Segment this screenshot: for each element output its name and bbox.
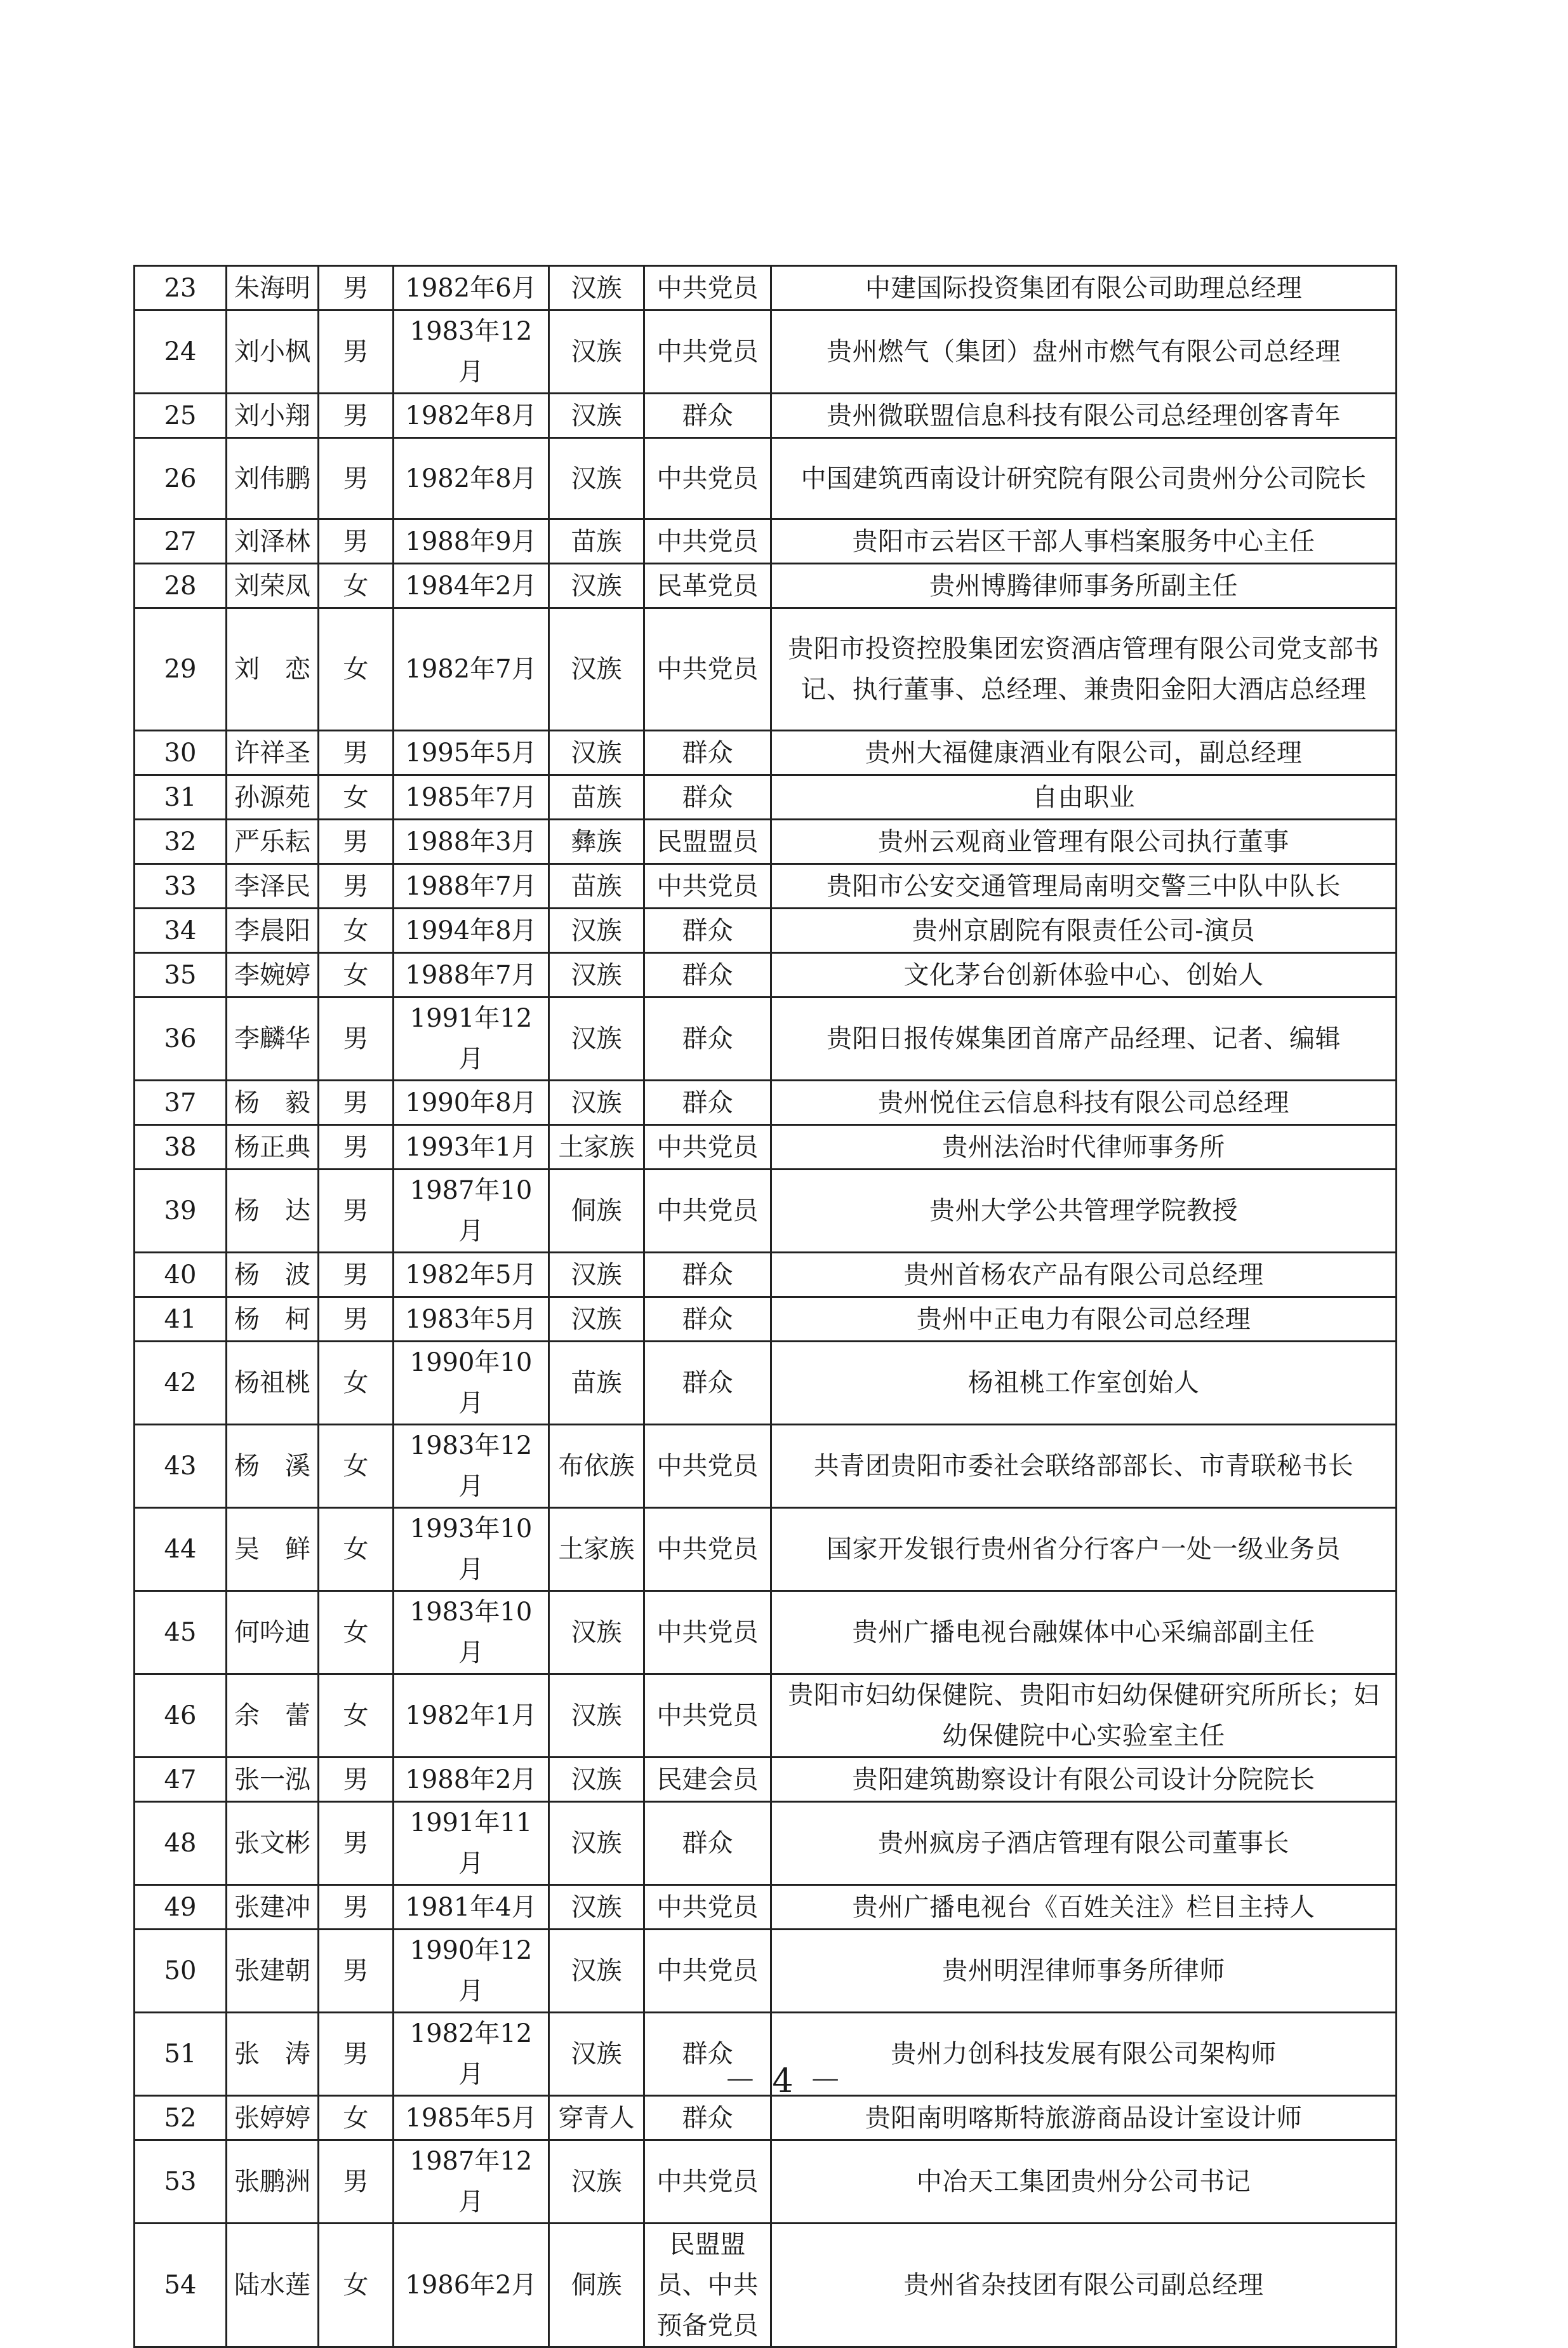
political-status-cell: 群众	[644, 2096, 771, 2140]
table-row	[135, 1758, 1397, 1802]
birth-date-cell: 1985年7月	[394, 775, 549, 820]
table-row	[135, 1253, 1397, 1297]
organization-position-cell: 共青团贵阳市委社会联络部部长、市青联秘书长	[771, 1425, 1397, 1508]
name-cell: 吴 鲜	[227, 1508, 319, 1591]
table-row	[135, 1674, 1397, 1758]
row-number-cell: 24	[135, 310, 227, 394]
political-status-cell: 群众	[644, 909, 771, 953]
ethnicity-cell: 汉族	[549, 2140, 644, 2224]
name-cell: 李麟华	[227, 997, 319, 1081]
name-cell: 张鹏洲	[227, 2140, 319, 2224]
ethnicity-cell: 汉族	[549, 1930, 644, 2013]
political-status-cell: 群众	[644, 1342, 771, 1425]
gender-cell: 男	[319, 1758, 394, 1802]
political-status-cell: 中共党员	[644, 608, 771, 731]
name-cell: 严乐耘	[227, 820, 319, 864]
row-number-cell: 53	[135, 2140, 227, 2224]
name-cell: 刘小翔	[227, 394, 319, 438]
table-row	[135, 608, 1397, 731]
ethnicity-cell: 布依族	[549, 1425, 644, 1508]
table-row	[135, 310, 1397, 394]
organization-position-cell: 国家开发银行贵州省分行客户一处一级业务员	[771, 1508, 1397, 1591]
birth-date-cell: 1988年9月	[394, 519, 549, 564]
birth-date-cell: 1994年8月	[394, 909, 549, 953]
organization-position-cell: 贵阳南明喀斯特旅游商品设计室设计师	[771, 2096, 1397, 2140]
ethnicity-cell: 汉族	[549, 266, 644, 310]
row-number-cell: 39	[135, 1170, 227, 1253]
row-number-cell: 45	[135, 1591, 227, 1674]
row-number-cell: 37	[135, 1081, 227, 1125]
name-cell: 余 蕾	[227, 1674, 319, 1758]
political-status-cell: 中共党员	[644, 1508, 771, 1591]
gender-cell: 女	[319, 1508, 394, 1591]
birth-date-cell: 1982年12月	[394, 2013, 549, 2096]
ethnicity-cell: 汉族	[549, 1253, 644, 1297]
gender-cell: 男	[319, 266, 394, 310]
gender-cell: 男	[319, 310, 394, 394]
political-status-cell: 民革党员	[644, 564, 771, 608]
row-number-cell: 54	[135, 2224, 227, 2347]
organization-position-cell: 贵阳市妇幼保健院、贵阳市妇幼保健研究所所长；妇幼保健院中心实验室主任	[771, 1674, 1397, 1758]
row-number-cell: 27	[135, 519, 227, 564]
organization-position-cell: 贵阳市云岩区干部人事档案服务中心主任	[771, 519, 1397, 564]
table-row	[135, 564, 1397, 608]
political-status-cell: 中共党员	[644, 1425, 771, 1508]
name-cell: 杨 波	[227, 1253, 319, 1297]
table-row	[135, 775, 1397, 820]
row-number-cell: 51	[135, 2013, 227, 2096]
gender-cell: 男	[319, 820, 394, 864]
organization-position-cell: 杨祖桃工作室创始人	[771, 1342, 1397, 1425]
political-status-cell: 中共党员	[644, 310, 771, 394]
political-status-cell: 群众	[644, 1253, 771, 1297]
table-row	[135, 731, 1397, 775]
gender-cell: 男	[319, 997, 394, 1081]
political-status-cell: 中共党员	[644, 1885, 771, 1930]
gender-cell: 女	[319, 1425, 394, 1508]
name-cell: 张文彬	[227, 1802, 319, 1885]
birth-date-cell: 1986年2月	[394, 2224, 549, 2347]
gender-cell: 女	[319, 775, 394, 820]
row-number-cell: 38	[135, 1125, 227, 1170]
row-number-cell: 43	[135, 1425, 227, 1508]
ethnicity-cell: 汉族	[549, 1674, 644, 1758]
ethnicity-cell: 侗族	[549, 2224, 644, 2347]
ethnicity-cell: 汉族	[549, 2013, 644, 2096]
organization-position-cell: 贵州悦住云信息科技有限公司总经理	[771, 1081, 1397, 1125]
political-status-cell: 中共党员	[644, 2140, 771, 2224]
name-cell: 张建朝	[227, 1930, 319, 2013]
political-status-cell: 中共党员	[644, 1170, 771, 1253]
organization-position-cell: 中国建筑西南设计研究院有限公司贵州分公司院长	[771, 438, 1397, 519]
name-cell: 刘小枫	[227, 310, 319, 394]
ethnicity-cell: 苗族	[549, 864, 644, 909]
gender-cell: 男	[319, 519, 394, 564]
political-status-cell: 群众	[644, 1081, 771, 1125]
organization-position-cell: 贵州云观商业管理有限公司执行董事	[771, 820, 1397, 864]
birth-date-cell: 1988年3月	[394, 820, 549, 864]
ethnicity-cell: 汉族	[549, 1591, 644, 1674]
table-row	[135, 864, 1397, 909]
political-status-cell: 群众	[644, 997, 771, 1081]
birth-date-cell: 1981年4月	[394, 1885, 549, 1930]
birth-date-cell: 1990年10月	[394, 1342, 549, 1425]
organization-position-cell: 贵阳市投资控股集团宏资酒店管理有限公司党支部书记、执行董事、总经理、兼贵阳金阳大酒店总经理	[771, 608, 1397, 731]
organization-position-cell: 自由职业	[771, 775, 1397, 820]
row-number-cell: 33	[135, 864, 227, 909]
gender-cell: 女	[319, 2224, 394, 2347]
table-row	[135, 1170, 1397, 1253]
organization-position-cell: 贵阳建筑勘察设计有限公司设计分院院长	[771, 1758, 1397, 1802]
name-cell: 许祥圣	[227, 731, 319, 775]
name-cell: 李婉婷	[227, 953, 319, 997]
political-status-cell: 群众	[644, 775, 771, 820]
gender-cell: 女	[319, 2096, 394, 2140]
birth-date-cell: 1990年8月	[394, 1081, 549, 1125]
birth-date-cell: 1988年2月	[394, 1758, 549, 1802]
gender-cell: 男	[319, 1802, 394, 1885]
row-number-cell: 41	[135, 1297, 227, 1342]
name-cell: 何吟迪	[227, 1591, 319, 1674]
birth-date-cell: 1987年10月	[394, 1170, 549, 1253]
political-status-cell: 群众	[644, 394, 771, 438]
row-number-cell: 49	[135, 1885, 227, 1930]
ethnicity-cell: 彝族	[549, 820, 644, 864]
gender-cell: 男	[319, 1297, 394, 1342]
table-row	[135, 2096, 1397, 2140]
name-cell: 杨 溪	[227, 1425, 319, 1508]
row-number-cell: 29	[135, 608, 227, 731]
ethnicity-cell: 汉族	[549, 564, 644, 608]
gender-cell: 女	[319, 564, 394, 608]
organization-position-cell: 贵州微联盟信息科技有限公司总经理创客青年	[771, 394, 1397, 438]
table-row	[135, 820, 1397, 864]
table-row	[135, 909, 1397, 953]
table-row	[135, 1802, 1397, 1885]
organization-position-cell: 贵州省杂技团有限公司副总经理	[771, 2224, 1397, 2347]
gender-cell: 女	[319, 608, 394, 731]
ethnicity-cell: 侗族	[549, 1170, 644, 1253]
political-status-cell: 中共党员	[644, 1674, 771, 1758]
ethnicity-cell: 汉族	[549, 608, 644, 731]
member-table	[133, 265, 1397, 2348]
table-row	[135, 1125, 1397, 1170]
gender-cell: 男	[319, 394, 394, 438]
ethnicity-cell: 土家族	[549, 1125, 644, 1170]
organization-position-cell: 贵州力创科技发展有限公司架构师	[771, 2013, 1397, 2096]
birth-date-cell: 1990年12月	[394, 1930, 549, 2013]
organization-position-cell: 贵阳市公安交通管理局南明交警三中队中队长	[771, 864, 1397, 909]
birth-date-cell: 1993年10月	[394, 1508, 549, 1591]
name-cell: 杨正典	[227, 1125, 319, 1170]
gender-cell: 女	[319, 1591, 394, 1674]
name-cell: 刘 恋	[227, 608, 319, 731]
ethnicity-cell: 汉族	[549, 1297, 644, 1342]
table-row	[135, 266, 1397, 310]
row-number-cell: 36	[135, 997, 227, 1081]
gender-cell: 男	[319, 1885, 394, 1930]
table-row	[135, 2224, 1397, 2347]
row-number-cell: 25	[135, 394, 227, 438]
birth-date-cell: 1993年1月	[394, 1125, 549, 1170]
name-cell: 刘荣凤	[227, 564, 319, 608]
ethnicity-cell: 苗族	[549, 519, 644, 564]
ethnicity-cell: 穿青人	[549, 2096, 644, 2140]
table-row	[135, 519, 1397, 564]
political-status-cell: 中共党员	[644, 1591, 771, 1674]
name-cell: 杨 毅	[227, 1081, 319, 1125]
gender-cell: 男	[319, 2140, 394, 2224]
row-number-cell: 48	[135, 1802, 227, 1885]
ethnicity-cell: 汉族	[549, 953, 644, 997]
gender-cell: 男	[319, 1081, 394, 1125]
row-number-cell: 28	[135, 564, 227, 608]
organization-position-cell: 中冶天工集团贵州分公司书记	[771, 2140, 1397, 2224]
ethnicity-cell: 汉族	[549, 310, 644, 394]
organization-position-cell: 贵州法治时代律师事务所	[771, 1125, 1397, 1170]
name-cell: 张婷婷	[227, 2096, 319, 2140]
birth-date-cell: 1987年12月	[394, 2140, 549, 2224]
gender-cell: 男	[319, 1930, 394, 2013]
organization-position-cell: 贵州首杨农产品有限公司总经理	[771, 1253, 1397, 1297]
political-status-cell: 群众	[644, 731, 771, 775]
gender-cell: 男	[319, 864, 394, 909]
row-number-cell: 42	[135, 1342, 227, 1425]
table-row	[135, 1081, 1397, 1125]
organization-position-cell: 贵州大福健康酒业有限公司，副总经理	[771, 731, 1397, 775]
table-row	[135, 394, 1397, 438]
table-row	[135, 1425, 1397, 1508]
row-number-cell: 31	[135, 775, 227, 820]
organization-position-cell: 贵州明涅律师事务所律师	[771, 1930, 1397, 2013]
political-status-cell: 中共党员	[644, 1930, 771, 2013]
political-status-cell: 中共党员	[644, 864, 771, 909]
row-number-cell: 23	[135, 266, 227, 310]
ethnicity-cell: 汉族	[549, 1885, 644, 1930]
table-row	[135, 1297, 1397, 1342]
birth-date-cell: 1991年12月	[394, 997, 549, 1081]
birth-date-cell: 1983年5月	[394, 1297, 549, 1342]
birth-date-cell: 1983年10月	[394, 1591, 549, 1674]
table-row	[135, 953, 1397, 997]
name-cell: 张一泓	[227, 1758, 319, 1802]
gender-cell: 男	[319, 1125, 394, 1170]
ethnicity-cell: 汉族	[549, 909, 644, 953]
table-row	[135, 438, 1397, 519]
political-status-cell: 群众	[644, 2013, 771, 2096]
birth-date-cell: 1982年5月	[394, 1253, 549, 1297]
row-number-cell: 40	[135, 1253, 227, 1297]
name-cell: 陆水莲	[227, 2224, 319, 2347]
table-row	[135, 1885, 1397, 1930]
organization-position-cell: 贵州博腾律师事务所副主任	[771, 564, 1397, 608]
organization-position-cell: 贵州京剧院有限责任公司-演员	[771, 909, 1397, 953]
row-number-cell: 32	[135, 820, 227, 864]
row-number-cell: 50	[135, 1930, 227, 2013]
ethnicity-cell: 汉族	[549, 731, 644, 775]
table-row	[135, 1930, 1397, 2013]
gender-cell: 男	[319, 1253, 394, 1297]
gender-cell: 男	[319, 438, 394, 519]
birth-date-cell: 1988年7月	[394, 953, 549, 997]
ethnicity-cell: 苗族	[549, 775, 644, 820]
name-cell: 杨祖桃	[227, 1342, 319, 1425]
political-status-cell: 中共党员	[644, 266, 771, 310]
organization-position-cell: 贵阳日报传媒集团首席产品经理、记者、编辑	[771, 997, 1397, 1081]
birth-date-cell: 1982年8月	[394, 438, 549, 519]
birth-date-cell: 1982年1月	[394, 1674, 549, 1758]
organization-position-cell: 贵州疯房子酒店管理有限公司董事长	[771, 1802, 1397, 1885]
gender-cell: 男	[319, 1170, 394, 1253]
ethnicity-cell: 汉族	[549, 997, 644, 1081]
gender-cell: 男	[319, 731, 394, 775]
political-status-cell: 中共党员	[644, 438, 771, 519]
name-cell: 朱海明	[227, 266, 319, 310]
ethnicity-cell: 汉族	[549, 1081, 644, 1125]
table-row	[135, 1591, 1397, 1674]
row-number-cell: 30	[135, 731, 227, 775]
ethnicity-cell: 苗族	[549, 1342, 644, 1425]
ethnicity-cell: 汉族	[549, 1758, 644, 1802]
political-status-cell: 群众	[644, 953, 771, 997]
table-row	[135, 1342, 1397, 1425]
birth-date-cell: 1982年6月	[394, 266, 549, 310]
political-status-cell: 中共党员	[644, 519, 771, 564]
birth-date-cell: 1991年11月	[394, 1802, 549, 1885]
name-cell: 孙源苑	[227, 775, 319, 820]
political-status-cell: 群众	[644, 1802, 771, 1885]
ethnicity-cell: 汉族	[549, 1802, 644, 1885]
name-cell: 刘伟鹏	[227, 438, 319, 519]
birth-date-cell: 1983年12月	[394, 310, 549, 394]
organization-position-cell: 贵州中正电力有限公司总经理	[771, 1297, 1397, 1342]
table-row	[135, 997, 1397, 1081]
name-cell: 张建冲	[227, 1885, 319, 1930]
organization-position-cell: 贵州大学公共管理学院教授	[771, 1170, 1397, 1253]
gender-cell: 女	[319, 953, 394, 997]
table-row	[135, 1508, 1397, 1591]
organization-position-cell: 贵州燃气（集团）盘州市燃气有限公司总经理	[771, 310, 1397, 394]
birth-date-cell: 1982年8月	[394, 394, 549, 438]
gender-cell: 女	[319, 1674, 394, 1758]
row-number-cell: 52	[135, 2096, 227, 2140]
name-cell: 李晨阳	[227, 909, 319, 953]
row-number-cell: 44	[135, 1508, 227, 1591]
organization-position-cell: 文化茅台创新体验中心、创始人	[771, 953, 1397, 997]
birth-date-cell: 1985年5月	[394, 2096, 549, 2140]
birth-date-cell: 1995年5月	[394, 731, 549, 775]
gender-cell: 男	[319, 2013, 394, 2096]
name-cell: 刘泽林	[227, 519, 319, 564]
political-status-cell: 民盟盟员、中共预备党员	[644, 2224, 771, 2347]
ethnicity-cell: 汉族	[549, 394, 644, 438]
name-cell: 杨 柯	[227, 1297, 319, 1342]
name-cell: 张 涛	[227, 2013, 319, 2096]
birth-date-cell: 1988年7月	[394, 864, 549, 909]
ethnicity-cell: 汉族	[549, 438, 644, 519]
name-cell: 杨 达	[227, 1170, 319, 1253]
gender-cell: 女	[319, 909, 394, 953]
ethnicity-cell: 土家族	[549, 1508, 644, 1591]
gender-cell: 女	[319, 1342, 394, 1425]
birth-date-cell: 1984年2月	[394, 564, 549, 608]
political-status-cell: 民建会员	[644, 1758, 771, 1802]
table-row	[135, 2140, 1397, 2224]
birth-date-cell: 1982年7月	[394, 608, 549, 731]
row-number-cell: 26	[135, 438, 227, 519]
row-number-cell: 46	[135, 1674, 227, 1758]
political-status-cell: 中共党员	[644, 1125, 771, 1170]
organization-position-cell: 贵州广播电视台融媒体中心采编部副主任	[771, 1591, 1397, 1674]
political-status-cell: 民盟盟员	[644, 820, 771, 864]
row-number-cell: 47	[135, 1758, 227, 1802]
name-cell: 李泽民	[227, 864, 319, 909]
page-number: － 4 －	[723, 2062, 845, 2100]
row-number-cell: 34	[135, 909, 227, 953]
political-status-cell: 群众	[644, 1297, 771, 1342]
member-table-wrap	[133, 265, 1395, 2348]
organization-position-cell: 贵州广播电视台《百姓关注》栏目主持人	[771, 1885, 1397, 1930]
organization-position-cell: 中建国际投资集团有限公司助理总经理	[771, 266, 1397, 310]
birth-date-cell: 1983年12月	[394, 1425, 549, 1508]
member-table-body	[135, 266, 1397, 2347]
row-number-cell: 35	[135, 953, 227, 997]
